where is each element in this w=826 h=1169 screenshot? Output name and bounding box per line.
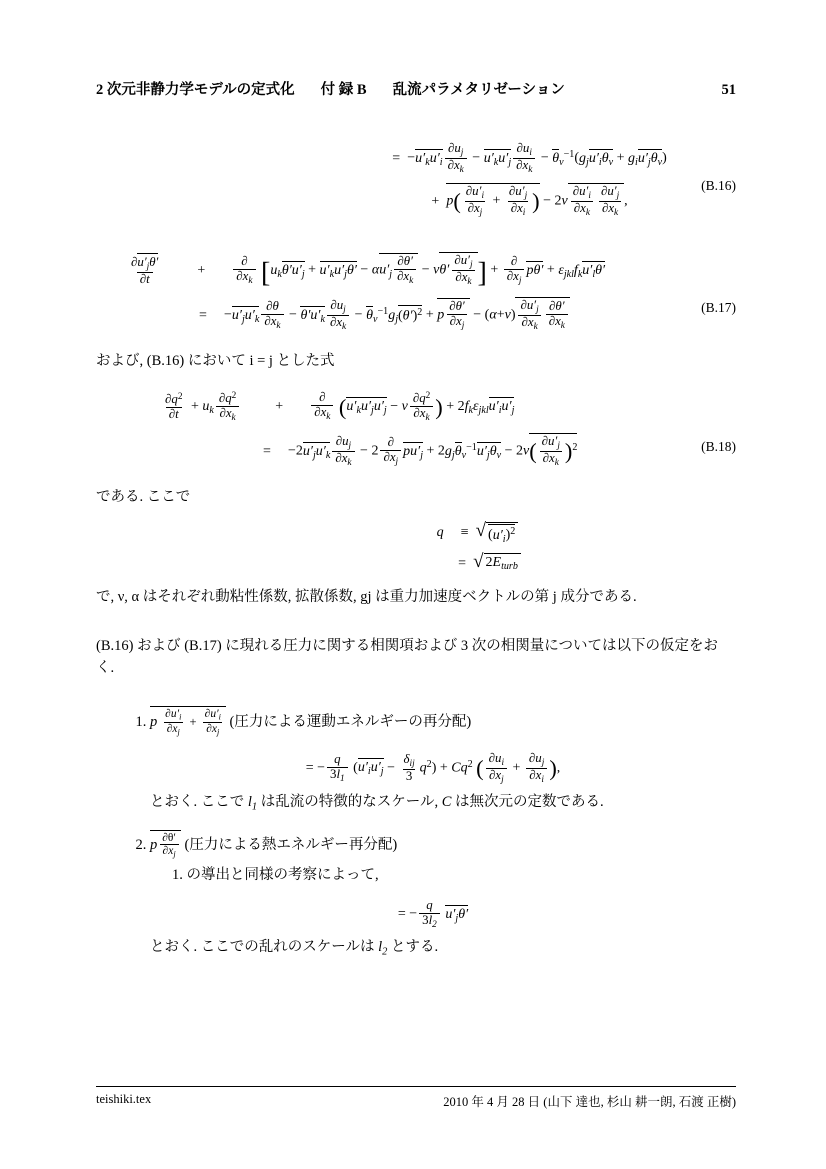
page-footer [96,1092,736,1110]
equation-b17-tag: (B.17) [701,299,736,315]
equation-b18-tag: (B.18) [701,438,736,454]
header-appendix: 付 録 B [320,82,367,98]
equation-item2: = − $\frac{q}{3l_2}$ $u'_j\theta'$ [397,897,469,930]
header-chapter: 2 次元非静力学モデルの定式化 [96,82,295,98]
equation-item1: = − $\frac{q}{3l_1}$ ($u'_iu'_j$ − $\frac{\delta_{ij}}{3}$ $q^2) + Cq^2$ ( $\frac{\partial u_i}{\partial x_j}$ + $\frac{\partial u_j}{\partial x_i}$ ), [305,750,561,785]
assumption-list [96,706,736,961]
header-section: 乱流パラメタリゼーション [392,82,565,98]
list-item [150,706,736,816]
equation-b16-tag: (B.16) [701,178,736,193]
footer-date-authors: 2010 年 4 月 28 日 (山下 達也, 杉山 耕一朗, 石渡 正樹) [443,1095,736,1109]
item1-note: とおく. ここで $l_1$ は乱流の特徴的なスケール, C は無次元の定数である. [150,793,604,813]
page-body [96,120,736,969]
page-header [96,78,736,99]
item2-label: p $\frac{\partial\theta'}{\partial x_j}$ (圧力による熱エネルギー再分配) [150,831,398,859]
text-after-q-definition: で, ν, α はそれぞれ動粘性係数, 拡散係数, gj は重力加速度ベクトルの第 j 成分である. [96,589,637,606]
item1-label: p $\frac{\partial u'_i}{\partial x_j}$ + $\frac{\partial u'_i}{\partial x_j}$ (圧力による運動エネルギーの再分配) [150,707,472,737]
q-symbol: q [436,525,444,541]
header-page-number: 51 [721,82,736,98]
equation-q-definition: q ≡ √ $(u'_i)^2$ = √ $2E_{turb}$ [96,522,736,572]
assumption-intro: (B.16) および (B.17) に現れる圧力に関する相関項および 3 次の相関量については以下の仮定をおく. [96,637,718,677]
list-item: 1. の導出と同様の考察によって, [172,866,379,883]
footer-filename: teishiki.tex [96,1092,152,1106]
equation-b18: $\frac{\partial q^2}{\partial t}$ + $u_k$ $\frac{\partial q^2}{\partial x_k}$ + $\frac{\partial}{\partial x_k}$ ($u'_ku'_ju'_j - \nu$ $\frac{\partial q^2}{\partial x_k}$ ) + $2f_k\varepsilon_{jkl}u'_iu'_j$ = $-2u'_ju'_k$ $\frac{\partial u_j}{\partial x_k}$ − 2 $\frac{\partial}{\partial x_j}$ $pu'_j + 2g_j\theta_v^{-1}u'_j\theta_v - 2\nu$( $\frac{\partial u'_j}{\partial x_k}$ )$^2$ (B.18) [165,390,736,468]
text-after-b18: である. ここで [96,488,191,505]
equation-b17: $\frac{\partial u'_j\theta'}{\partial t}$ + $\frac{\partial}{\partial x_k}$ [$u_k\theta'u'_j + u'_ku'_j\theta' - \alpha u'_j$ $\frac{\partial\theta'}{\partial x_k}$ − νθ′ $\frac{\partial u'_j}{\partial x_k}$ ] + $\frac{\partial}{\partial x_j}$ $p\theta' + \varepsilon_{jkl}f_ku'_l\theta'$ = $-u'_ju'_k$ $\frac{\partial\theta}{\partial x_k}$ − $\theta'u'_k$ $\frac{\partial u_j}{\partial x_k}$ − $\theta_v^{-1}g_j(\theta')^2 + p$ $\frac{\partial\theta'}{\partial x_j}$ − (α+ν) $\frac{\partial u'_j}{\partial x_k}$ $\frac{\partial\theta'}{\partial x_k}$ (B.17) [131,252,736,333]
footer-rule [96,1086,736,1087]
text-after-b16: および, (B.16) において i = j とした式 [96,353,335,370]
equation-b16: = $-u'_ku'_i$ $\frac{\partial u_j}{\partial x_k}$ − $u'_ku'_j$ $\frac{\partial u_i}{\partial x_k}$ − $\theta_v^{-1}(g_ju'_i\theta_v + g_iu'_j\theta_v)$ + p( $\frac{\partial u'_i}{\partial x_j}$ + $\frac{\partial u'_j}{\partial x_i}$ ) − 2ν $\frac{\partial u'_i}{\partial x_k}$ $\frac{\partial u'_j}{\partial x_k}$ , (B.16) [392,141,736,218]
list-item [150,830,736,961]
assumption-sublist [150,864,736,887]
item2-note: とおく. ここでの乱れのスケールは $l_2$ とする. [150,938,439,958]
